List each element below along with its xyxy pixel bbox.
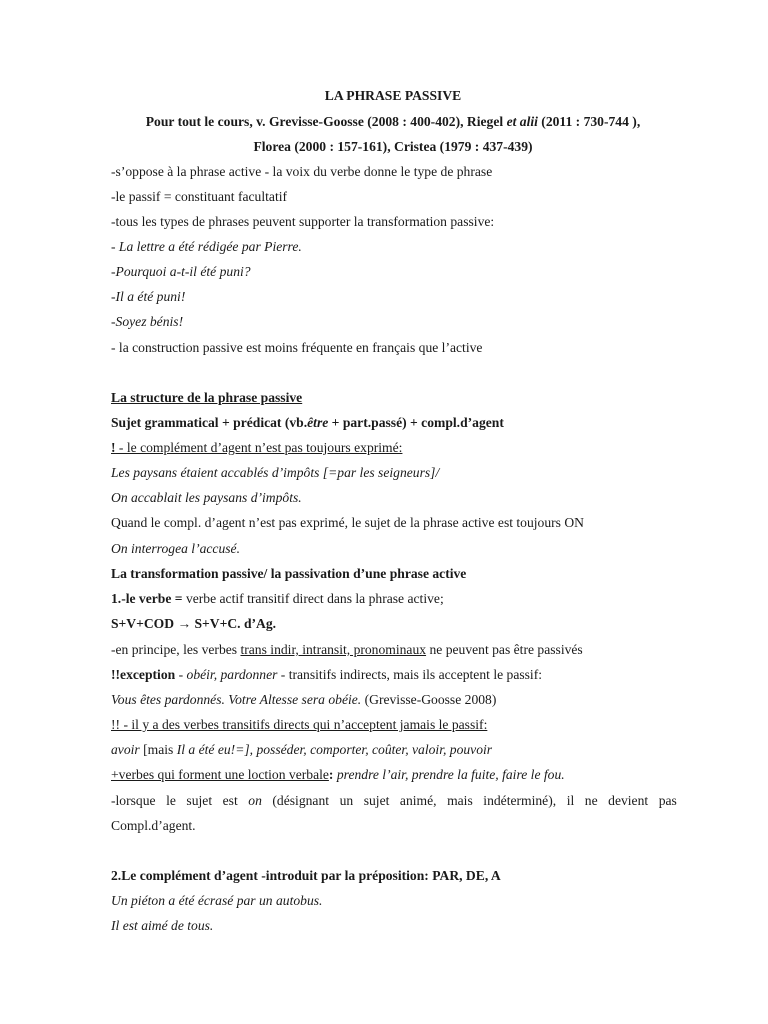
on-word: devient [608, 793, 649, 808]
verb-text: verbe actif transitif direct dans la phrase active; [185, 591, 444, 606]
never-passive-list [111, 741, 677, 759]
verb-line [111, 590, 677, 608]
locution-colon: : [328, 767, 337, 782]
on-word: animé, [399, 793, 437, 808]
on-word: est [222, 793, 238, 808]
principle-verbs: trans indir, intransit, pronominaux [240, 642, 427, 657]
verb-equals: = [171, 591, 186, 606]
exception-line [111, 666, 677, 684]
references-text-end: (2011 : 730-744 ), [537, 114, 641, 129]
structure-example: On interrogea l’accusé. [111, 541, 240, 556]
exception-text: - transitifs indirects, mais ils acceptent le passif: [277, 667, 543, 682]
exception-source: (Grevisse-Goosse 2008) [361, 692, 497, 707]
on-word: ne [584, 793, 598, 808]
on-word: mais [447, 793, 473, 808]
intro-example: -Il a été puni! [111, 289, 186, 304]
on-word: le [166, 793, 176, 808]
on-word: sujet [363, 793, 390, 808]
transformation-formula: S+V+COD → S+V+C. d’Ag. [111, 616, 277, 631]
intro-example: -Pourquoi a-t-il été puni? [111, 264, 251, 279]
exception-verbs: obéir, pardonner [186, 667, 278, 682]
exclamation-mark: ! [111, 440, 116, 455]
on-word: sujet [186, 793, 213, 808]
on-word: -lorsque [111, 793, 156, 808]
verb-label: 1.-le verbe [111, 591, 172, 606]
locution-label: +verbes qui forment une loction verbale [111, 767, 329, 782]
on-word: indéterminé), [483, 793, 557, 808]
never-list-rest: Il a été eu!=], posséder, comporter, coûter, valoir, pouvoir [176, 742, 493, 757]
formula-text-end: + part.passé) + compl.d’agent [328, 415, 504, 430]
references-et-alii: et alii [506, 114, 538, 129]
references-line-2: Florea (2000 : 157-161), Cristea (1979 : 437-439) [253, 139, 533, 154]
on-word: on [248, 793, 262, 808]
principle-text-end: ne peuvent pas être passivés [426, 642, 583, 657]
agent-example: Un piéton a été écrasé par un autobus. [111, 893, 323, 908]
intro-example: -Soyez bénis! [111, 314, 184, 329]
references-text: Pour tout le cours, v. Grevisse-Goosse (2008 : 400-402), Riegel [145, 114, 507, 129]
intro-line: -tous les types de phrases peuvent supporter la transformation passive: [111, 214, 495, 229]
intro-line: - la construction passive est moins fréquente en français que l’active [111, 340, 483, 355]
never-passive-line: !! - il y a des verbes transitifs directs qui n’acceptent jamais le passif: [111, 717, 488, 732]
on-line-1 [111, 792, 677, 810]
intro-example: - La lettre a été rédigée par Pierre. [111, 239, 302, 254]
principle-text: -en principe, les verbes [111, 642, 241, 657]
formula-etre: être [307, 415, 329, 430]
intro-line: -s’oppose à la phrase active - la voix du verbe donne le type de phrase [111, 164, 493, 179]
references-line-1 [60, 113, 726, 131]
exception-dash: - [175, 667, 187, 682]
on-word: il [566, 793, 575, 808]
note-text: - le complément d’agent n’est pas toujours exprimé: [115, 440, 403, 455]
structure-heading: La structure de la phrase passive [111, 390, 303, 405]
transformation-heading: La transformation passive/ la passivation d’une phrase active [111, 566, 467, 581]
structure-example: On accablait les paysans d’impôts. [111, 490, 302, 505]
on-line-2: Compl.d’agent. [111, 818, 196, 833]
locution-line [111, 766, 677, 784]
structure-note [111, 439, 677, 457]
agent-example: Il est aimé de tous. [111, 918, 214, 933]
on-word: pas [658, 793, 677, 808]
never-list-avoir: avoir [111, 742, 140, 757]
structure-remark: Quand le compl. d’agent n’est pas exprimé, le sujet de la phrase active est toujours ON [111, 515, 584, 530]
document-title: LA PHRASE PASSIVE [324, 88, 462, 103]
on-word: un [339, 793, 354, 808]
exception-example-text: Vous êtes pardonnés. Votre Altesse sera obéie. [111, 692, 362, 707]
agent-heading: 2.Le complément d’agent -introduit par la préposition: PAR, DE, A [111, 868, 501, 883]
structure-formula [111, 414, 677, 432]
locution-examples: prendre l’air, prendre la fuite, faire le fou. [336, 767, 565, 782]
structure-example: Les paysans étaient accablés d’impôts [=par les seigneurs]/ [111, 465, 440, 480]
intro-line: -le passif = constituant facultatif [111, 189, 288, 204]
principle-line [111, 641, 677, 659]
never-list-mais: [mais [139, 742, 177, 757]
exception-example [111, 691, 677, 709]
on-word: (désignant [272, 793, 330, 808]
exception-label: !!exception [111, 667, 176, 682]
formula-text: Sujet grammatical + prédicat (vb. [111, 415, 308, 430]
